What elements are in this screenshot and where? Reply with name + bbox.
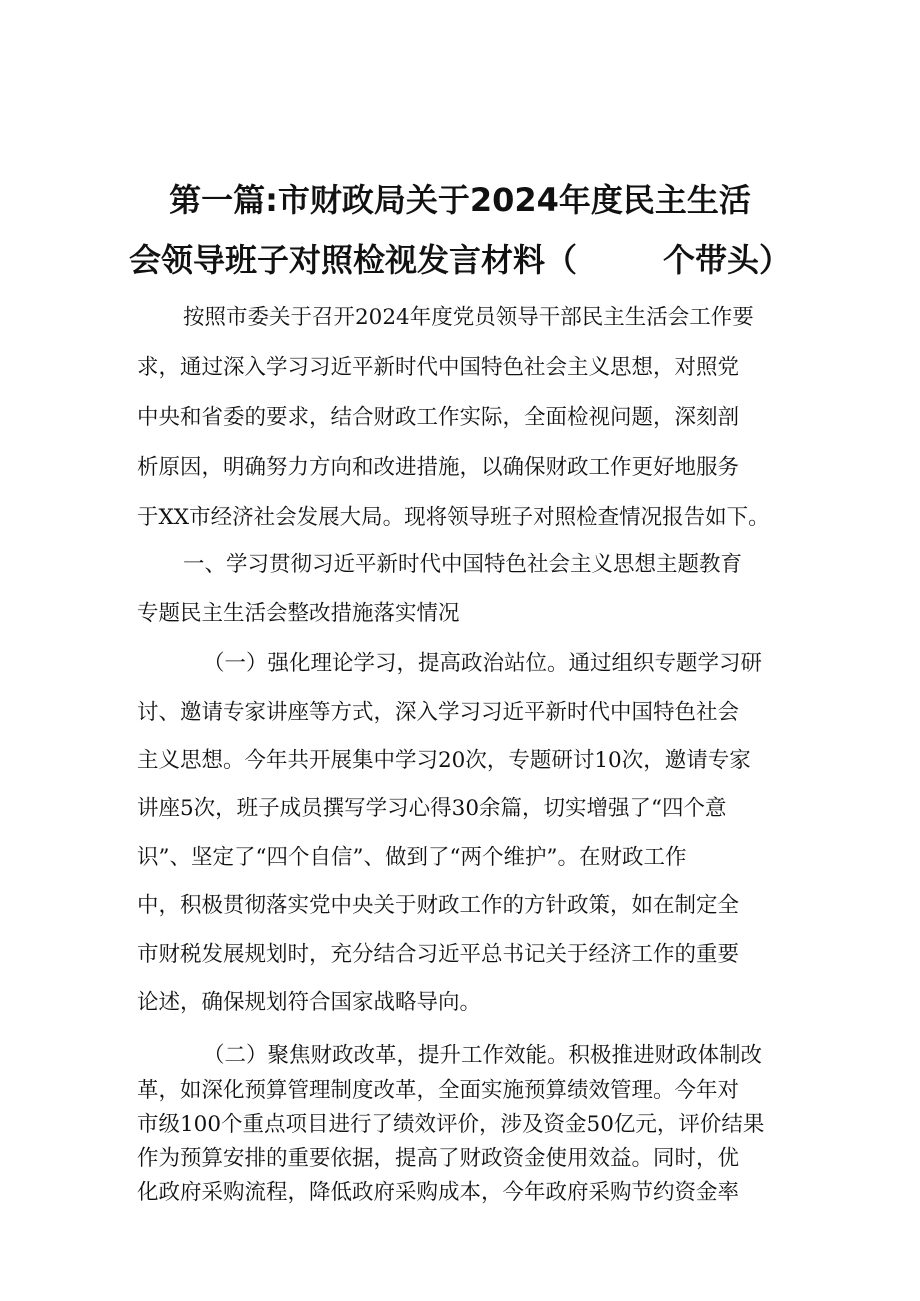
para1-line: 讲座5次，班子成员撰写学习心得30余篇，切实增强了“四个意: [137, 796, 727, 821]
para2-line: 化政府采购流程，降低政府采购成本，今年政府采购节约资金率: [137, 1180, 740, 1205]
para2-line: 作为预算安排的重要依据，提高了财政资金使用效益。同时，优: [137, 1146, 740, 1171]
intro-line: 析原因，明确努力方向和改进措施，以确保财政工作更好地服务: [137, 455, 740, 480]
para1-line: （一）强化理论学习，提高政治站位。通过组织专题学习研: [203, 651, 763, 676]
para1-line: 论述，确保规划符合国家战略导向。: [137, 990, 482, 1015]
para2-line: （二）聚焦财政改革，提升工作效能。积极推进财政体制改: [203, 1043, 763, 1068]
intro-line: 求，通过深入学习习近平新时代中国特色社会主义思想，对照党: [137, 355, 740, 380]
section-heading-line: 一、学习贯彻习近平新时代中国特色社会主义思想主题教育: [183, 552, 743, 577]
para1-line: 识”、坚定了“四个自信”、做到了“两个维护”。在财政工作: [137, 845, 687, 870]
document-title-line-2: [120, 240, 800, 280]
para1-line: 市财税发展规划时，充分结合习近平总书记关于经济工作的重要: [137, 942, 740, 967]
para1-line: 中，积极贯彻落实党中央关于财政工作的方针政策，如在制定全: [137, 893, 740, 918]
intro-line: 按照市委关于召开2024年度党员领导干部民主生活会工作要: [183, 305, 754, 330]
intro-line: 中央和省委的要求，结合财政工作实际，全面检视问题，深刻剖: [137, 405, 740, 430]
title-line-2-part-a: 会领导班子对照检视发言材料（: [128, 241, 577, 279]
document-title-line-1: 第一篇:市财政局关于2024年度民主生活: [169, 181, 751, 219]
para1-line: 讨、邀请专家讲座等方式，深入学习习近平新时代中国特色社会: [137, 700, 740, 725]
section-heading-line: 专题民主生活会整改措施落实情况: [137, 601, 460, 626]
intro-line: 于XX市经济社会发展大局。现将领导班子对照检查情况报告如下。: [137, 505, 770, 530]
para2-line: 革，如深化预算管理制度改革，全面实施预算绩效管理。今年对: [137, 1078, 740, 1103]
para1-line: 主义思想。今年共开展集中学习20次，专题研讨10次，邀请专家: [137, 748, 751, 773]
para2-line: 市级100个重点项目进行了绩效评价，涉及资金50亿元，评价结果: [137, 1112, 765, 1137]
title-line-2-part-b: 个带头）: [663, 241, 792, 279]
